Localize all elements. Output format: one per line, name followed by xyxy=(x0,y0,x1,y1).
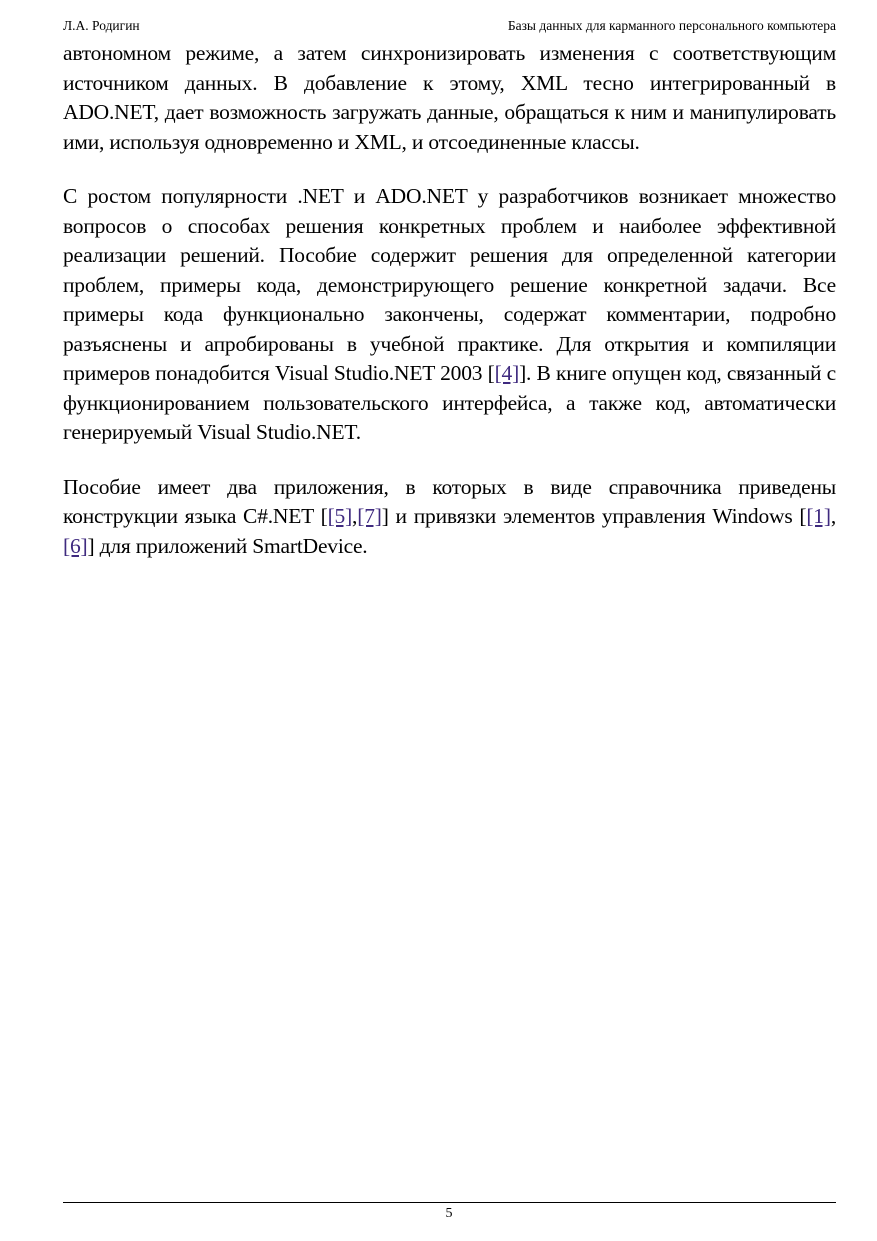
paragraph-1: автономном режиме, а затем синхронизировать изменения с соответствующим источником данных. В добавление к этому, XML тесно интегрированный в ADO.NET, дает возможность загружать данные, обращаться к ним и манипулировать ими, используя одновременно и XML, и отсоединенные классы. xyxy=(63,41,836,154)
paragraph-2-text-b: ]. В книге опущен код, связанный с функционированием пользовательского интерфейса, а также код, автоматически генерируемый Visual Studio.NET. xyxy=(63,361,836,444)
page-number: 5 xyxy=(445,1206,453,1221)
page-header xyxy=(63,17,836,35)
reference-link-6[interactable]: [6] xyxy=(63,533,88,558)
reference-link-4[interactable]: [4] xyxy=(494,361,520,385)
header-author: Л.А. Родигин xyxy=(63,18,140,33)
paragraph-3-text-c: ] для приложений SmartDevice. xyxy=(87,533,368,558)
reference-link-1[interactable]: [1] xyxy=(806,504,831,528)
page-body xyxy=(63,39,836,586)
paragraph-3 xyxy=(63,473,836,562)
reference-link-5[interactable]: [5] xyxy=(327,504,353,528)
reference-separator: , xyxy=(352,504,358,528)
paragraph-3-text-a: Пособие имеет два приложения, в которых в виде справочника приведены конструкции языка C#.NET [ xyxy=(63,474,836,528)
header-book-title: Базы данных для карманного персонального компьютера xyxy=(507,18,836,33)
paragraph-3-text-b: ] и привязки элементов управления Windows [ xyxy=(381,504,807,528)
paragraph-2-text-a: С ростом популярности .NET и ADO.NET у разработчиков возникает множество вопросов о способах решения конкретных проблем и наиболее эффективной реализации решений. Пособие содержит решения для определенной категории проблем, примеры кода, демонстрирующего решение конкретной задачи. Все примеры кода функционально закончены, содержат комментарии, подробно разъяснены и апробированы в учебной практике. Для открытия и компиляции примеров понадобится Visual Studio.NET 2003 [ xyxy=(63,184,836,385)
paragraph-2 xyxy=(63,182,836,448)
footer-divider xyxy=(63,1202,836,1203)
reference-link-7[interactable]: [7] xyxy=(357,504,382,528)
reference-separator: , xyxy=(830,504,836,528)
